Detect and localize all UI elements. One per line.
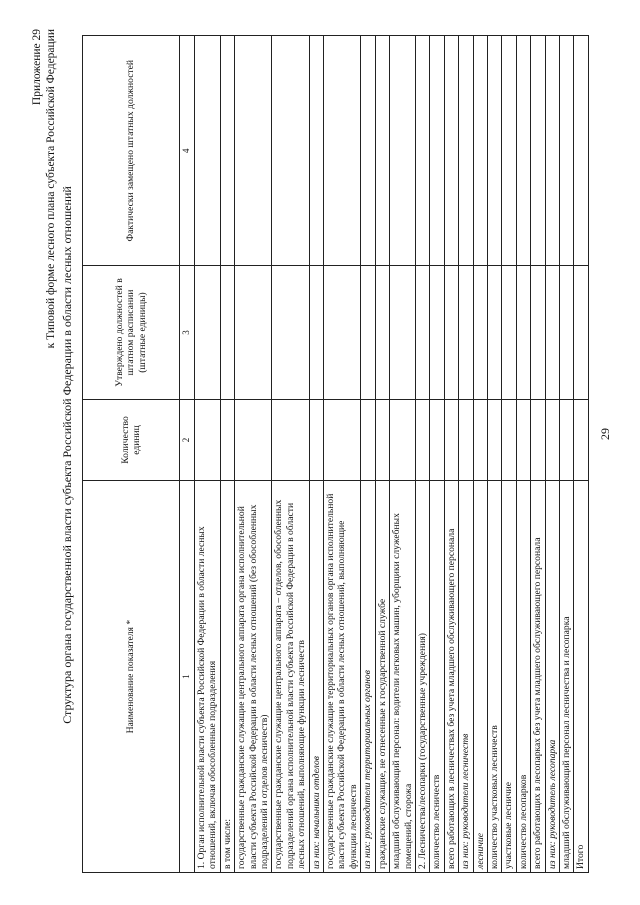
value-cell [545,36,559,266]
value-cell [390,36,416,266]
indicator-name-cell: младший обслуживающий персонал: водители легковых машин, уборщики служебных помещений, сторожа [390,481,416,873]
indicator-name-cell: всего работающих в лесничествах без учета младшего обслуживающего персонала [444,481,458,873]
structure-table [82,35,589,873]
value-cell [235,36,272,266]
table-row [473,36,487,873]
value-cell [502,266,516,399]
value-cell [220,36,234,266]
value-cell [390,399,416,481]
value-cell [361,266,375,399]
value-cell [502,399,516,481]
indicator-name-cell: Итого [574,481,588,873]
value-cell [531,36,545,266]
value-cell [430,266,444,399]
rotated-sheet [30,25,590,885]
table-row [361,36,375,873]
value-cell [309,36,323,266]
value-cell [195,266,221,399]
appendix-note [30,29,58,348]
value-cell [516,36,530,266]
value-cell [361,36,375,266]
document-title: Структура органа государственной власти субъекта Российской Федерации в области лесных отношений [60,186,74,724]
table-row [220,36,234,873]
value-cell [324,36,361,266]
value-cell [195,36,221,266]
indicator-name-cell: 1. Орган исполнительной власти субъекта Российской Федерации в области лесных отношений, включая обособленные подразделения [195,481,221,873]
value-cell [502,36,516,266]
table-row [430,36,444,873]
value-cell [430,36,444,266]
table-row [375,36,389,873]
table-row [390,36,416,873]
value-cell [235,399,272,481]
value-cell [361,399,375,481]
value-cell [559,36,573,266]
value-cell [415,36,429,266]
value-cell [415,399,429,481]
value-cell [473,399,487,481]
value-cell [459,36,473,266]
table-row [324,36,361,873]
indicator-name-cell: государственные гражданские служащие центрального аппарата органа исполнительной власти субъекта Российской Федерации в области лесных отношений (без обособленных подразделений и отделов лесничеств) [235,481,272,873]
indicator-name-cell: всего работающих в лесопарках без учета младшего обслуживающего персонала [531,481,545,873]
value-cell [272,266,309,399]
value-cell [195,399,221,481]
indicator-name-cell: количество лесничеств [430,481,444,873]
value-cell [516,266,530,399]
table-row [531,36,545,873]
value-cell [531,266,545,399]
header-approved-positions: Утверждено должностей в штатном расписании (штатные единицы) [83,266,180,399]
column-number: 1 [180,481,195,873]
indicator-name-cell: из них: руководители территориальных органов [361,481,375,873]
value-cell [574,36,588,266]
value-cell [459,266,473,399]
value-cell [390,266,416,399]
table-row [459,36,473,873]
value-cell [559,266,573,399]
value-cell [309,266,323,399]
value-cell [430,399,444,481]
value-cell [444,399,458,481]
value-cell [235,266,272,399]
column-number: 3 [180,266,195,399]
value-cell [272,36,309,266]
indicator-name-cell: участковые лесничие [502,481,516,873]
column-number: 4 [180,36,195,266]
indicator-name-cell: из них: начальники отделов [309,481,323,873]
value-cell [272,399,309,481]
value-cell [531,399,545,481]
table-row [415,36,429,873]
indicator-name-cell: в том числе: [220,481,234,873]
table-body [195,36,589,873]
value-cell [545,399,559,481]
header-filled-positions: Фактически замещено штатных должностей [83,36,180,266]
indicator-name-cell: государственные гражданские служащие территориальных органов органа исполнительной власти субъекта Российской Федерации в области лесных отношений, выполняющие функции лесничеств [324,481,361,873]
table-row [516,36,530,873]
value-cell [459,399,473,481]
value-cell [220,266,234,399]
table-row [502,36,516,873]
table-row [574,36,588,873]
page-number: 29 [598,428,612,440]
table-row [309,36,323,873]
indicator-name-cell: гражданские служащие, не отнесенные к государственной службе [375,481,389,873]
indicator-name-cell: количество лесопарков [516,481,530,873]
table-row [559,36,573,873]
table-header-row [83,36,180,873]
table-row [487,36,501,873]
column-number: 2 [180,399,195,481]
indicator-name-cell: лесничие [473,481,487,873]
value-cell [415,266,429,399]
value-cell [473,36,487,266]
indicator-name-cell: из них: руководители лесничеств [459,481,473,873]
value-cell [574,399,588,481]
indicator-name-cell: из них: руководитель лесопарка [545,481,559,873]
value-cell [559,399,573,481]
table-row [545,36,559,873]
indicator-name-cell: государственные гражданские служащие центрального аппарата – отделов, обособленных подразделений органа исполнительной власти субъекта Российской Федерации в области лесных отношений, выполняющие функции лесничеств [272,481,309,873]
value-cell [375,266,389,399]
value-cell [516,399,530,481]
value-cell [220,399,234,481]
value-cell [487,266,501,399]
table-row [272,36,309,873]
value-cell [487,36,501,266]
column-number-row [180,36,195,873]
value-cell [324,399,361,481]
table-row [444,36,458,873]
appendix-line-1: Приложение 29 [31,29,43,106]
value-cell [309,399,323,481]
value-cell [375,36,389,266]
value-cell [487,399,501,481]
indicator-name-cell: младший обслуживающий персонал лесничества и лесопарка [559,481,573,873]
value-cell [324,266,361,399]
value-cell [444,36,458,266]
indicator-name-cell: количество участковых лесничеств [487,481,501,873]
value-cell [473,266,487,399]
header-units-count: Количество единиц [83,399,180,481]
value-cell [444,266,458,399]
appendix-line-2: к Типовой форме лесного плана субъекта Российской Федерации [45,29,57,349]
indicator-name-cell: 2. Лесничества/лесопарки (государственные учреждения) [415,481,429,873]
value-cell [375,399,389,481]
header-indicator-name: Наименование показателя * [83,481,180,873]
value-cell [545,266,559,399]
value-cell [574,266,588,399]
table-row [195,36,221,873]
table-row [235,36,272,873]
